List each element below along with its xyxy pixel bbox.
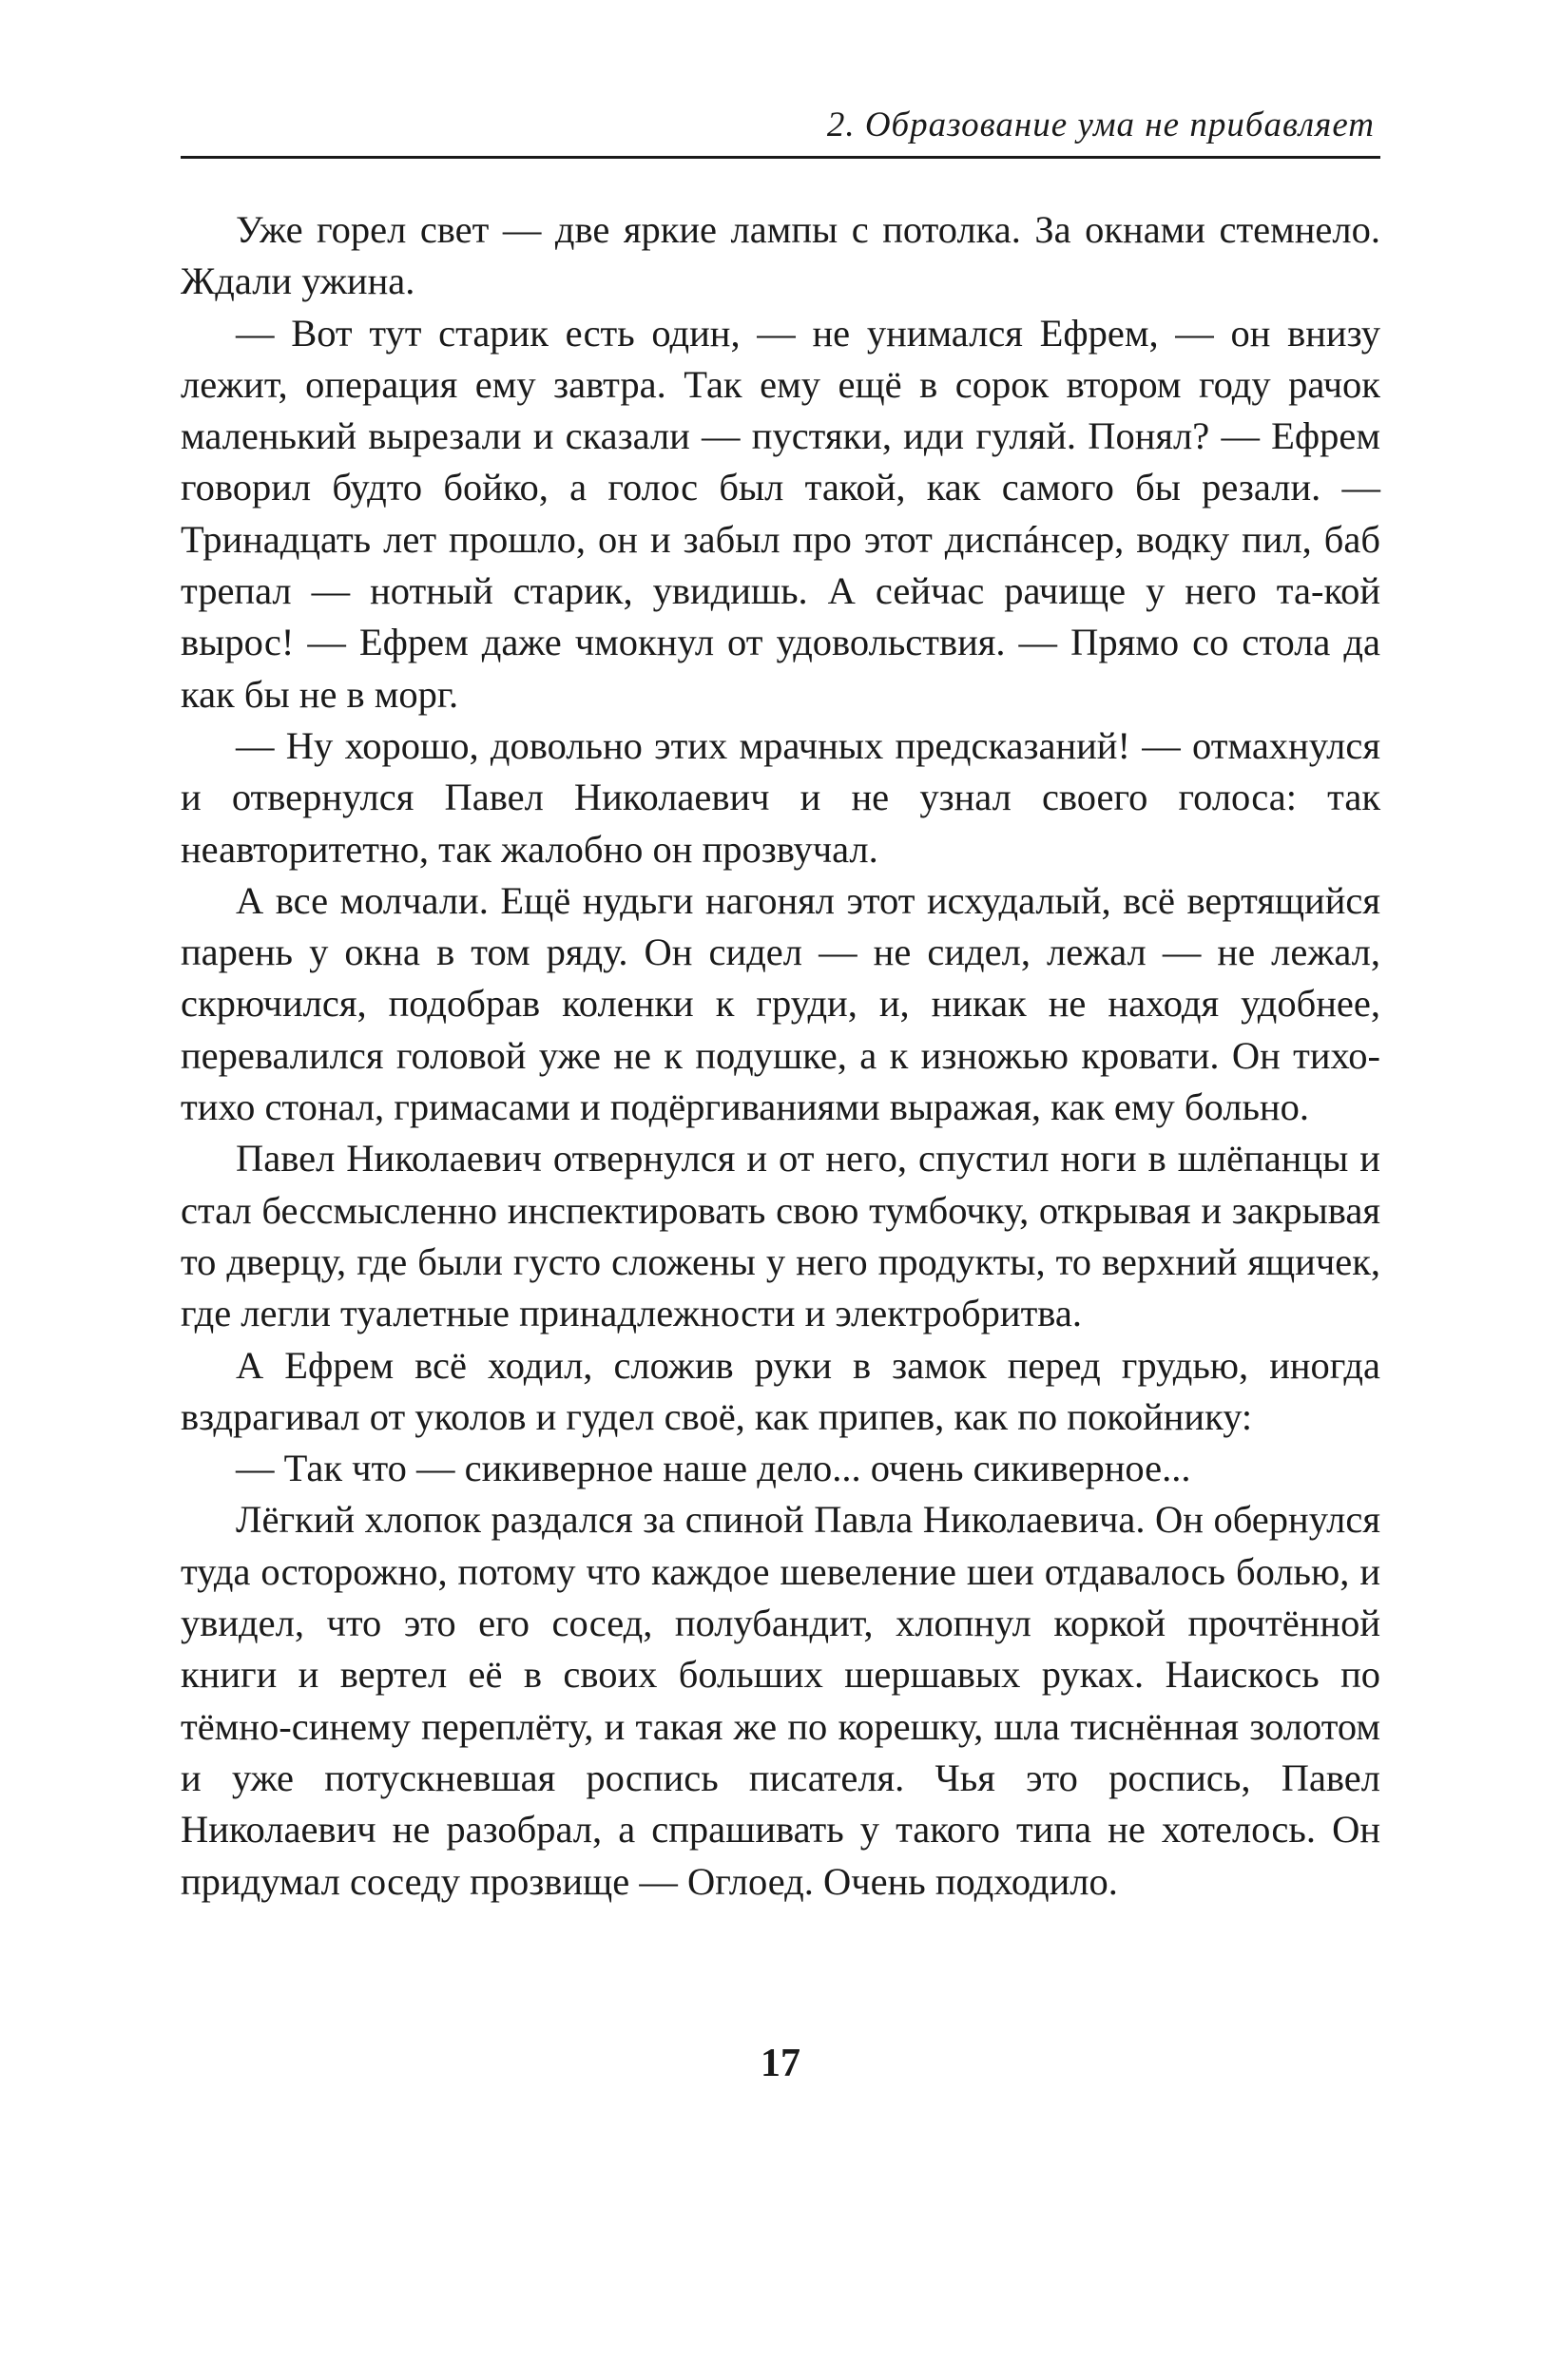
paragraph-5: Павел Николаевич отвернулся и от него, спустил ноги в шлёпанцы и стал бессмысленно инспектировать свою тумбочку, открывая и закрывая то дверцу, где были густо сложены у него продукты, то верхний ящичек, где легли туалетные принадлежности и электробритва.	[181, 1137, 1380, 1335]
header-rule	[181, 156, 1380, 159]
paragraph-7: — Так что — сикиверное наше дело... очень сикиверное...	[236, 1447, 1191, 1490]
paragraph-2: — Вот тут старик есть один, — не унимался Ефрем, — он внизу лежит, операция ему завтра. Так ему ещё в сорок втором году рачок маленький вырезали и сказали — пустяки, иди гуляй. Понял? — Ефрем говорил будто бойко, а голос был такой, как самого бы резали. — Тринадцать лет прошло, он и забыл про этот диспáнсер, водку пил, баб трепал — нотный старик, увидишь. А сейчас рачище у него та-кой вырос! — Ефрем даже чмокнул от удовольствия. — Прямо со стола да как бы не в морг.	[181, 311, 1380, 716]
paragraph-1: Уже горел свет — две яркие лампы с потолка. За окнами стемнело. Ждали ужина.	[181, 208, 1380, 303]
paragraph-8: Лёгкий хлопок раздался за спиной Павла Николаевича. Он обернулся туда осторожно, потому что каждое шевеление шеи отдавалось болью, и увидел, что это его сосед, полубандит, хлопнул коркой прочтённой книги и вертел её в своих больших шершавых руках. Наискось по тёмно-синему переплёту, и такая же по корешку, шла тиснённая золотом и уже потускневшая роспись писателя. Чья это роспись, Павел Николаевич не разобрал, а спрашивать у такого типа не хотелось. Он придумал соседу прозвище — Оглоед. Очень подходило.	[181, 1498, 1380, 1903]
paragraph-3: — Ну хорошо, довольно этих мрачных предсказаний! — отмахнулся и отвернулся Павел Николаевич и не узнал своего голоса: так неавторитетно, так жалобно он прозвучал.	[181, 723, 1380, 871]
paragraph-4: А все молчали. Ещё нудьги нагонял этот исхудалый, всё вертящийся парень у окна в том ряду. Он сидел — не сидел, лежал — не лежал, скрючился, подобрав коленки к груди, и, никак не находя удобнее, перевалился головой уже не к подушке, а к изножью кровати. Он тихо-тихо стонал, гримасами и подёргиваниями выражая, как ему больно.	[181, 878, 1380, 1129]
book-page	[181, 95, 1380, 1908]
page-number: 17	[761, 2042, 800, 2085]
paragraph-6: А Ефрем всё ходил, сложив руки в замок перед грудью, иногда вздрагивал от уколов и гудел своё, как припев, как по покойнику:	[181, 1343, 1380, 1438]
body-text	[181, 204, 1380, 1908]
running-head: 2. Образование ума не прибавляет	[826, 106, 1375, 144]
